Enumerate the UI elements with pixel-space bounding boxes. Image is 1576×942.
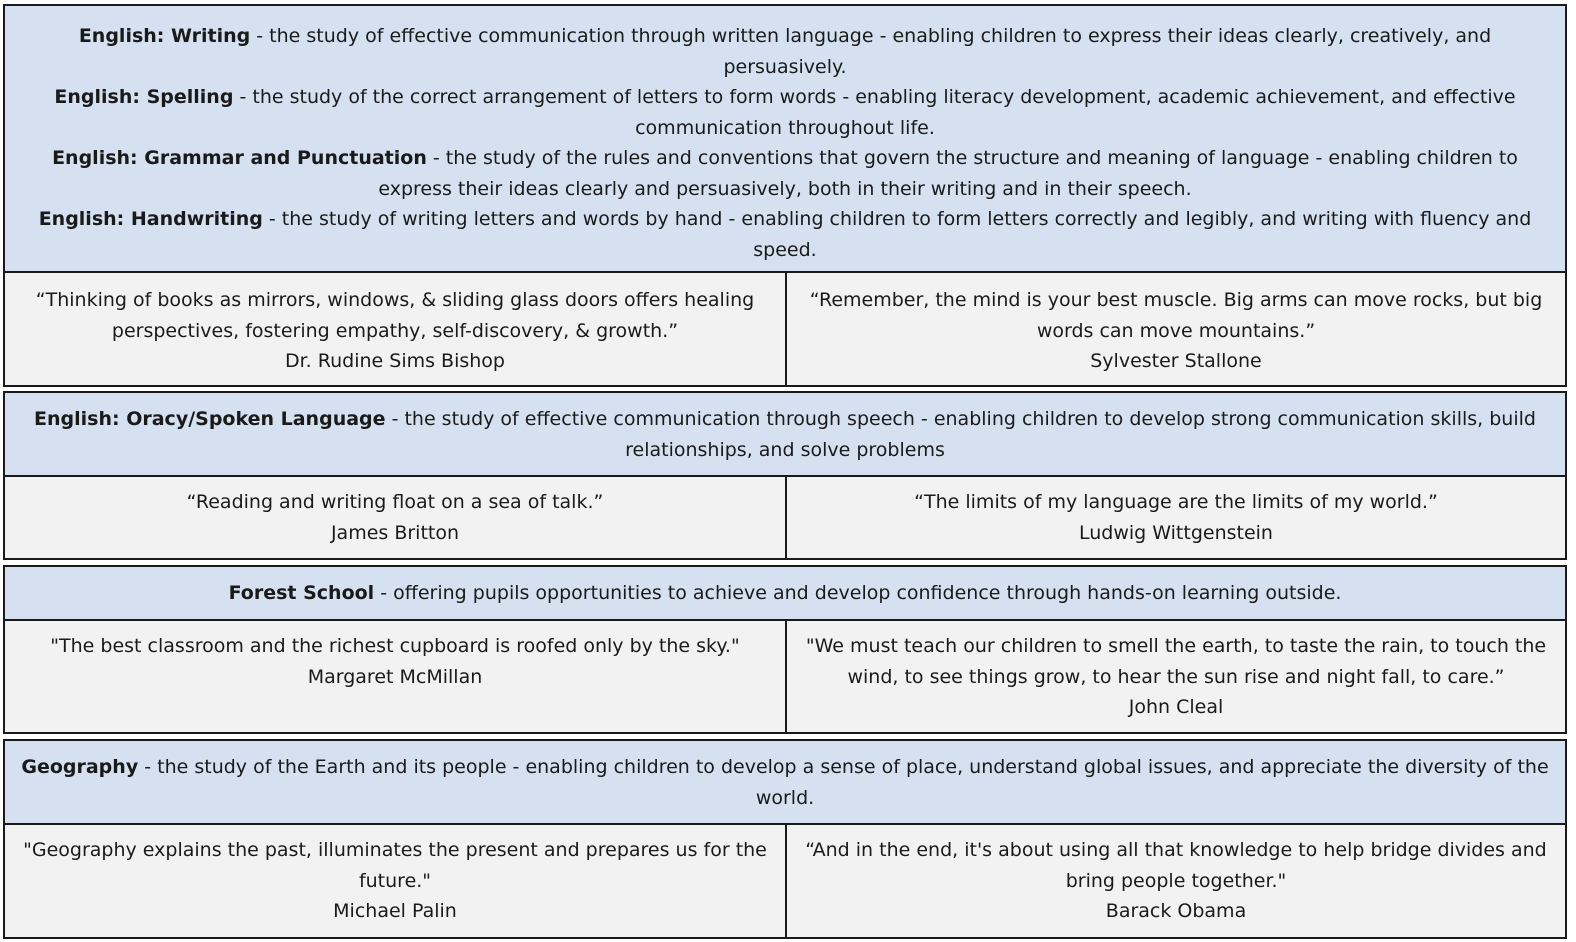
quote-cell [785,621,1565,732]
subject-title: Geography [21,756,139,778]
subject-title: English: Writing [78,25,251,47]
quote-cell [5,621,785,732]
quote-row [5,477,1565,558]
quote-author: Dr. Rudine Sims Bishop [284,350,505,372]
subject-block-oracy [3,391,1567,560]
quote-author: Michael Palin [333,900,457,922]
quote-text: “And in the end, it's about using all that knowledge to help bridge divides and bring people together." [805,839,1547,892]
quote-cell [785,825,1565,937]
quote-cell [785,477,1565,558]
subject-header [5,567,1565,621]
subject-line-grammar [5,143,1565,204]
subject-line-spelling [5,82,1565,143]
subject-title: English: Oracy/Spoken Language [34,408,386,430]
subject-line-handwriting [5,204,1565,265]
quote-cell [5,825,785,937]
quote-cell [5,273,785,385]
quote-text: “Thinking of books as mirrors, windows, & sliding glass doors offers healing perspectives, fostering empathy, self-discovery, & growth.” [35,289,755,342]
quote-cell [785,273,1565,385]
subject-header [5,741,1565,825]
quote-author: Ludwig Wittgenstein [1079,521,1273,544]
quote-author: Barack Obama [1105,900,1247,922]
quote-text: "The best classroom and the richest cupboard is roofed only by the sky." [50,635,740,657]
subject-block-english [3,4,1567,387]
subject-description: - the study of effective communication through written language - enabling children to express their ideas clearly, creatively, and persuasively. [250,25,1492,78]
subject-title: Forest School [228,582,375,604]
quote-author: Sylvester Stallone [1090,350,1262,372]
subject-block-geography [3,739,1567,939]
subject-description: - the study of writing letters and words by hand - enabling children to form letters correctly and legibly, and writing with fluency and speed. [262,208,1532,261]
subject-description: - the study of the Earth and its people - enabling children to develop a sense of place, understand global issues, and appreciate the diversity of the world. [138,756,1549,809]
subject-description: - the study of effective communication through speech - enabling children to develop strong communication skills, build relationships, and solve problems [385,408,1536,461]
quote-row [5,825,1565,937]
subject-block-forest-school [3,565,1567,734]
quote-author: James Britton [330,521,460,544]
subject-line-writing [5,21,1565,82]
subject-description: - the study of the rules and conventions that govern the structure and meaning of language - enabling children to express their ideas clearly and persuasively, both in their writing and in their speech. [378,147,1518,200]
subject-title: English: Handwriting [38,208,263,230]
quote-row [5,621,1565,732]
subject-title: English: Grammar and Punctuation [52,147,427,169]
quote-text: "We must teach our children to smell the earth, to taste the rain, to touch the wind, to see things grow, to hear the sun rise and night fall, to care.” [805,635,1547,688]
quote-text: "Geography explains the past, illuminates the present and prepares us for the future." [23,839,767,892]
quote-row [5,273,1565,385]
subject-description: - offering pupils opportunities to achieve and develop confidence through hands-on learning outside. [374,582,1342,604]
quote-cell [5,477,785,558]
subject-line-geography [5,752,1565,813]
subject-line-oracy [5,404,1565,465]
subject-description: - the study of the correct arrangement of letters to form words - enabling literacy development, academic achievement, and effective communication throughout life. [233,86,1516,139]
subject-header [5,393,1565,477]
quote-text: “Remember, the mind is your best muscle. Big arms can move rocks, but big words can move mountains.” [809,289,1543,342]
quote-author: John Cleal [1128,696,1224,718]
quote-text: “The limits of my language are the limits of my world.” [914,491,1438,513]
quote-author: Margaret McMillan [307,665,483,688]
subject-title: English: Spelling [54,86,234,108]
quote-text: “Reading and writing float on a sea of talk.” [186,491,604,513]
subject-header [5,6,1565,273]
subject-line-forest-school [5,578,1565,609]
